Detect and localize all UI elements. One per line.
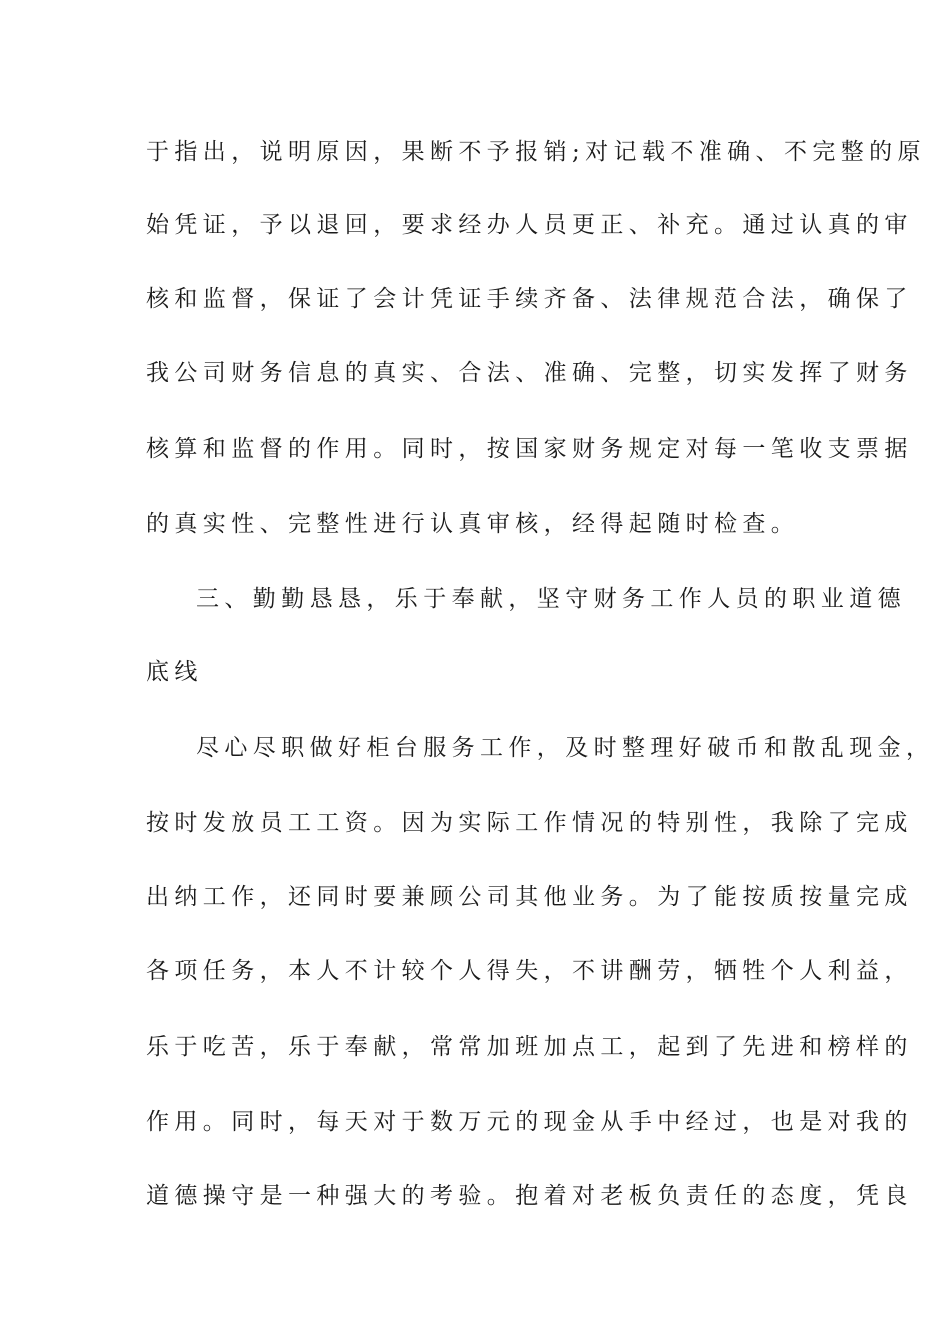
paragraph-2-line-7: 道德操守是一种强大的考验。抱着对老板负责任的态度，凭良 — [146, 1183, 913, 1209]
paragraph-2-line-6: 作用。同时，每天对于数万元的现金从手中经过，也是对我的 — [146, 1109, 913, 1135]
paragraph-1-line-5: 核算和监督的作用。同时，按国家财务规定对每一笔收支票据 — [146, 436, 913, 462]
paragraph-2-line-2: 按时发放员工工资。因为实际工作情况的特别性，我除了完成 — [146, 810, 913, 836]
paragraph-2-line-1: 尽心尽职做好柜台服务工作，及时整理好破币和散乱现金， — [196, 735, 935, 761]
paragraph-1-line-3: 核和监督，保证了会计凭证手续齐备、法律规范合法，确保了 — [146, 286, 913, 312]
paragraph-1-line-6: 的真实性、完整性进行认真审核，经得起随时检查。 — [146, 511, 800, 537]
paragraph-2-line-4: 各项任务，本人不计较个人得失，不讲酬劳，牺牲个人利益， — [146, 958, 913, 984]
section-heading-line-2: 底线 — [146, 659, 203, 685]
paragraph-1-line-2: 始凭证，予以退回，要求经办人员更正、补充。通过认真的审 — [146, 212, 913, 238]
paragraph-1-line-4: 我公司财务信息的真实、合法、准确、完整，切实发挥了财务 — [146, 360, 913, 386]
paragraph-2-line-3: 出纳工作，还同时要兼顾公司其他业务。为了能按质按量完成 — [146, 884, 913, 910]
section-heading-line-1: 三、勤勤恳恳，乐于奉献，坚守财务工作人员的职业道德 — [196, 586, 906, 612]
paragraph-2-line-5: 乐于吃苦，乐于奉献，常常加班加点工，起到了先进和榜样的 — [146, 1034, 913, 1060]
paragraph-1-line-1: 于指出，说明原因，果断不予报销;对记载不准确、不完整的原 — [146, 139, 926, 165]
